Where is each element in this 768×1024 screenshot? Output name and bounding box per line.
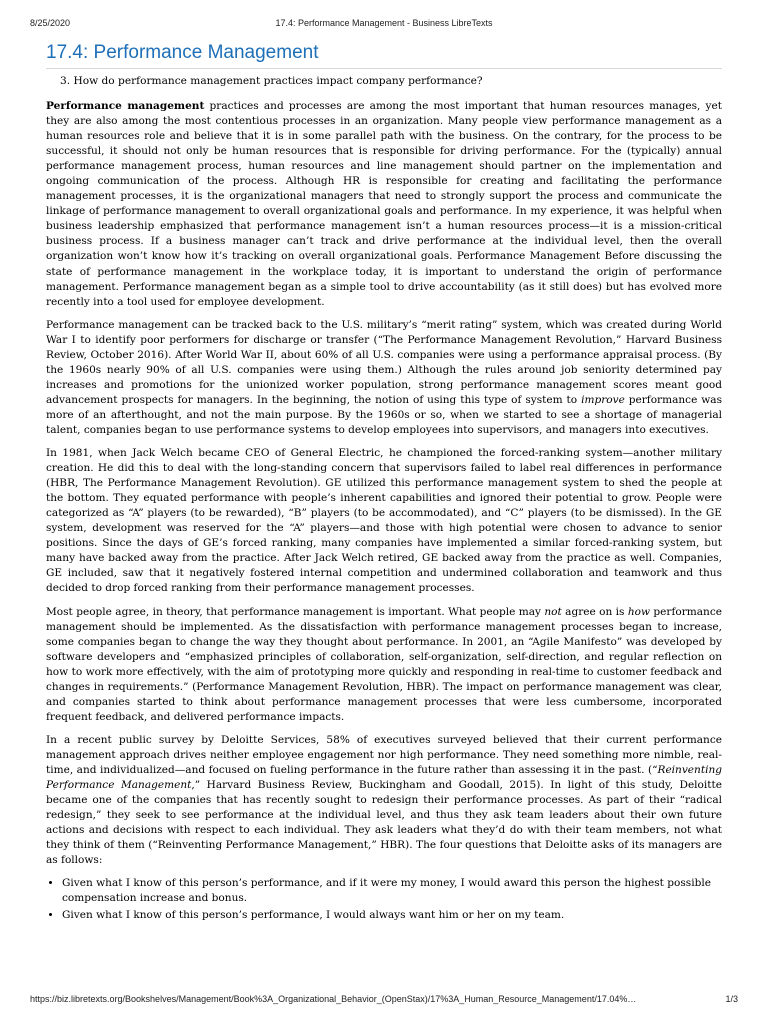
- list-item: • Given what I know of this person’s performance, and if it were my money, I would award this person the highest possible compensation increase and bonus.: [62, 876, 722, 906]
- print-date: 8/25/2020: [30, 18, 71, 28]
- paragraph-1: Performance management practices and processes are among the most important that human resources manages, yet they are also among the most contentious processes in an organization. Many people view performance management as a human resources role and believe that it is in some parallel path with the business. On the contrary, for the process to be successful, it should not only be human resources that is responsible for driving performance. For the (typically) annual performance management process, human resources and line management should partner on the implementation and ongoing communication of the process. Although HR is responsible for creating and facilitating the performance management processes, it is the organizational managers that need to strongly support the process and communicate the linkage of performance management to overall organizational goals and performance. In my experience, it was helpful when business leadership emphasized that performance management isn’t a human resources process—it is a mission-critical business process. If a business manager can’t track and drive performance at the individual level, then the overall organization won’t know how it’s tracking on overall organizational goals. Performance Management Before discussing the state of performance management in the workplace today, it is important to understand the origin of performance management. Performance management began as a simple tool to drive accountability (as it still does) but has evolved more recently into a tool used for employee development.: [46, 100, 722, 308]
- page-number: 1/3: [725, 994, 738, 1004]
- key-term: Performance management: [46, 100, 205, 112]
- print-footer: [30, 994, 738, 1006]
- paragraph-3: In 1981, when Jack Welch became CEO of General Electric, he championed the forced-ranking system—another military creation. He did this to deal with the long-standing concern that supervisors failed to label real differences in performance (HBR, The Performance Management Revolution). GE utilized this performance management system to shed the people at the bottom. They equated performance with people’s inherent capabilities and ignored their potential to grow. People were categorized as “A” players (to be rewarded), “B” players (to be accommodated), and “C” players (to be dismissed). In the GE system, development was reserved for the “A” players—and those with high potential were chosen to advance to senior positions. Since the days of GE’s forced ranking, many companies have implemented a similar forced-ranking system, but many have backed away from the practice. After Jack Welch retired, GE backed away from the practice as well. Companies, GE included, saw that it negatively fostered internal competition and undermined collaboration and teamwork and thus decided to drop forced ranking from their performance management processes.: [46, 447, 722, 595]
- list-item: • Given what I know of this person’s performance, I would always want him or her on my team.: [62, 908, 722, 923]
- article: [46, 42, 722, 925]
- question-list: [46, 876, 722, 923]
- print-page-title: 17.4: Performance Management - Business LibreTexts: [275, 18, 493, 28]
- print-header: [30, 18, 738, 30]
- paragraph-5: In a recent public survey by Deloitte Services, 58% of executives surveyed believed that their current performance management approach drives neither employee engagement nor high performance. They need something more nimble, real-time, and individualized—and focused on fueling performance in the future rather than assessing it in the past. (“Reinventing Performance Management,” Harvard Business Review, Buckingham and Goodall, 2015). In light of this study, Deloitte became one of the companies that has recently sought to redesign their performance processes. As part of their “radical redesign,” they seek to see performance at the individual level, and thus they ask team leaders about their own future actions and decisions with respect to each individual. They ask leaders what they’d do with their team members, not what they think of them (“Reinventing Performance Management,” HBR). The four questions that Deloitte asks of its managers are as follows:: [46, 733, 722, 867]
- paragraph-4: Most people agree, in theory, that performance management is important. What people may not agree on is how performance management should be implemented. As the dissatisfaction with performance management processes began to increase, some companies began to change the way they thought about performance. In 2001, an “Agile Manifesto” was developed by software developers and “emphasized principles of collaboration, self-organization, self-direction, and regular reflection on how to work more effectively, with the aim of prototyping more quickly and responding in real-time to customer feedback and changes in requirements.” (Performance Management Revolution, HBR). The impact on performance management was clear, and companies started to think about performance management processes that were less cumbersome, incorporated frequent feedback, and delivered performance impacts.: [46, 605, 722, 723]
- learning-objective: 3. How do performance management practices impact company performance?: [60, 75, 483, 87]
- page-title: 17.4: Performance Management: [46, 42, 722, 69]
- paragraph-2: Performance management can be tracked back to the U.S. military’s “merit rating” system, which was created during World War I to identify poor performers for discharge or transfer (“The Performance Management Revolution,” Harvard Business Review, October 2016). After World War II, about 60% of all U.S. companies were using a performance appraisal process. (By the 1960s nearly 90% of all U.S. companies were using them.) Although the rules around job seniority determined pay increases and promotions for the unionized worker population, strong performance management scores meant good advancement prospects for managers. In the beginning, the notion of using this type of system to improve performance was more of an afterthought, and not the main purpose. By the 1960s or so, when we started to see a shortage of managerial talent, companies began to use performance systems to develop employees into supervisors, and managers into executives.: [46, 318, 722, 436]
- page-url: https://biz.libretexts.org/Bookshelves/Management/Book%3A_Organizational_Behavior_(OpenStax)/17%3A_Human_Resource_Management/17.04%…: [30, 994, 637, 1004]
